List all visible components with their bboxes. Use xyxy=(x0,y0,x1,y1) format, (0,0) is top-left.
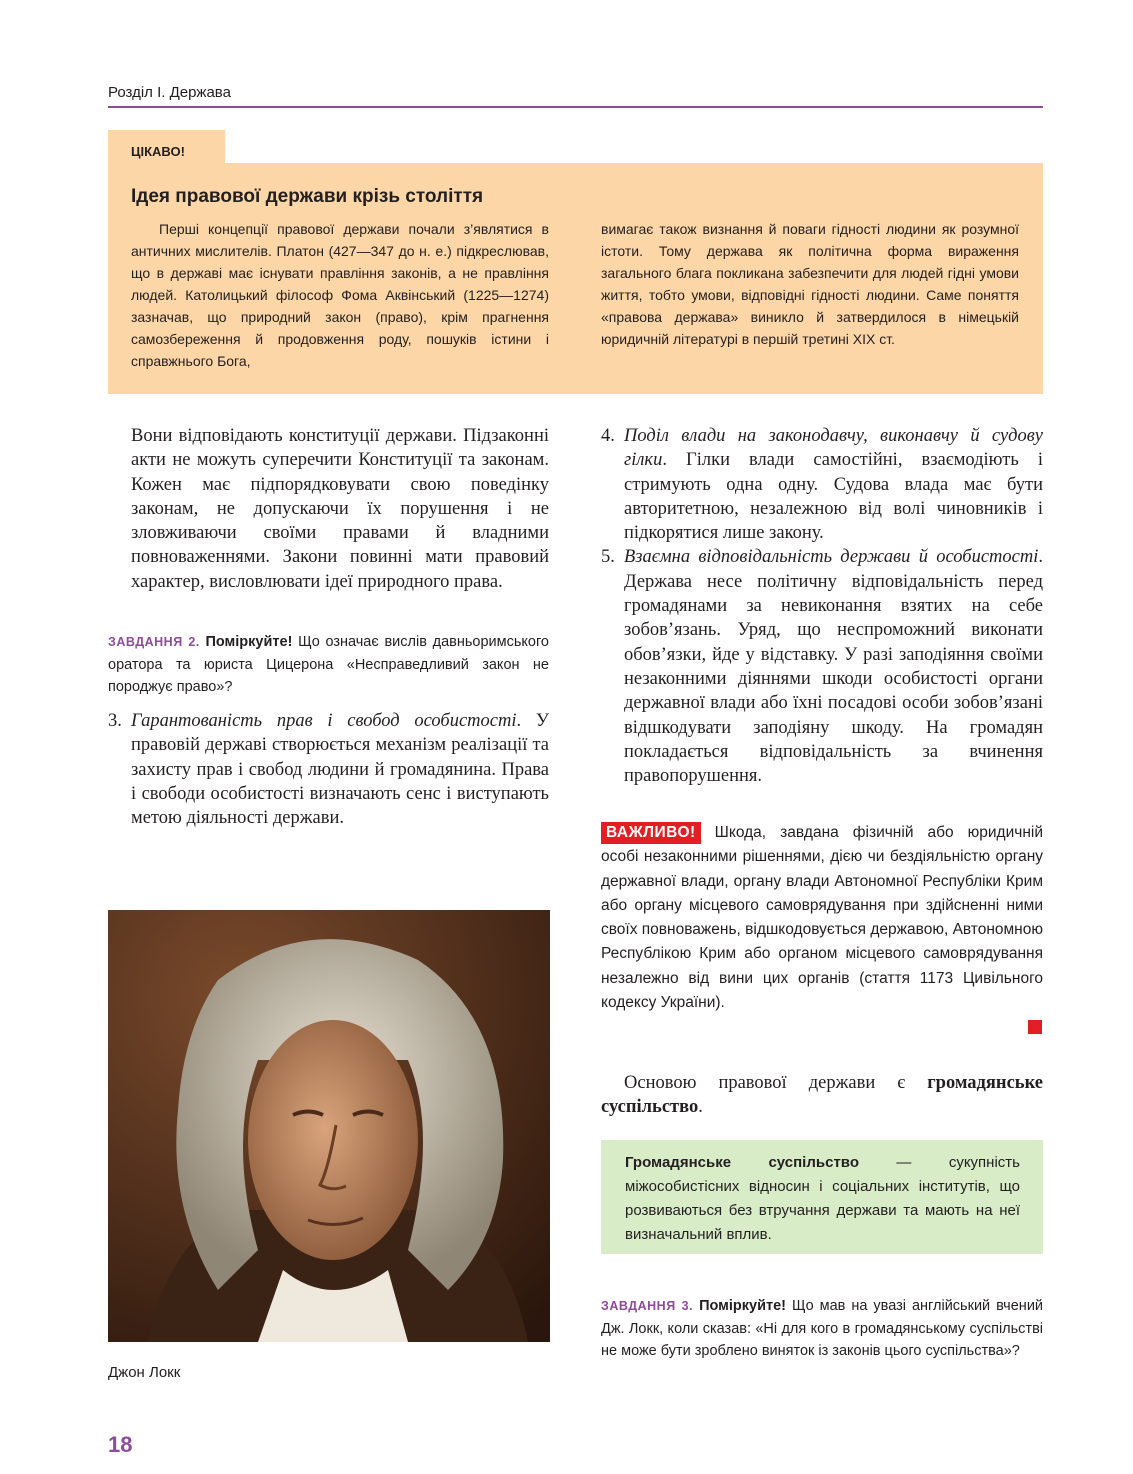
task-3-text: Що мав на увазі англійський вчений Дж. Локк, коли сказав: «Ні для кого в громадянському суспільстві не може бути зроблено виняток із законів цього суспільства»? xyxy=(601,1298,1044,1359)
list-item-5 xyxy=(601,545,1043,788)
interesting-label: ЦІКАВО! xyxy=(131,144,185,159)
list-item-3 xyxy=(108,709,549,830)
john-locke-portrait xyxy=(108,910,550,1342)
important-badge: ВАЖЛИВО! xyxy=(601,822,701,844)
civil-intro-end: . xyxy=(698,1097,703,1118)
interesting-title: Ідея правової держави крізь століття xyxy=(131,186,484,207)
interesting-text-col1: Перші концепції правової держави почали з’являтися в античних мислителів. Платон (427—347 до н. е.) підкреслював, що в державі має існувати правління законів, а не правління людей. Католицький філософ Фома Аквінський (1225—1274) зазначав, що природний закон (право), крім прагнення самозбереження й продовження роду, пошуків істини і справжнього Бога, xyxy=(131,221,549,369)
civil-society-intro xyxy=(601,1071,1043,1120)
list-item-5-text: . Держава несе політичну відповідальність перед громадянами за невиконання взятих на себе зобов’язань. Уряд, що неспроможний виконати обов’язки, йде у відставку. У разі заподіяння своїми незаконними діяннями шкоди особистості органи державної влади або їхні посадові особи зобов’язані відшкодувати заподіяну шкоду. На громадян покладається відповідальність за вчинення правопорушення. xyxy=(624,547,1043,787)
important-text: Шкода, завдана фізичній або юридичній особі незаконними рішеннями, дією чи бездіяльністю органу державної влади, органу влади Автономної Республіки Крим або органу місцевого самоврядування при здійсненні ними своїх повноважень, відшкодовується державою, Автономною Республікою Крим або органом місцевого самоврядування незалежно від вини цих органів (стаття 1173 Цивільного кодексу України). xyxy=(601,824,1043,1012)
list-item-3-text: . У правовій державі створюється механізм реалізації та захисту прав і свобод людини й громадянина. Права і свободи особистості визначають сенс і виступають метою діяльності держави. xyxy=(131,711,549,829)
task-2-label: ЗАВДАННЯ 2. xyxy=(108,635,200,649)
list-items-4-5 xyxy=(601,424,1043,788)
task-3-emphasis: Поміркуйте! xyxy=(699,1298,786,1314)
list-item-4 xyxy=(601,424,1043,545)
civil-intro-bold: громадянське суспільство xyxy=(601,1073,1043,1118)
section-header: Розділ І. Держава xyxy=(108,84,231,101)
left-continuation-paragraph: Вони відповідають конституції держави. Підзаконні акти не можуть суперечити Конституції та законам. Кожен має підпорядковувати свою поведінку законам, не допускаючи їх порушення і не зловживаючи своїми правами й владними повноваженнями. Закони повинні мати правовий характер, висловлювати ідеї природного права. xyxy=(131,426,549,592)
civil-intro-text: Основою правової держави є xyxy=(624,1073,928,1093)
task-2-emphasis: Поміркуйте! xyxy=(205,634,293,650)
list-item-3-title: Гарантованість прав і свобод особистості xyxy=(131,711,517,731)
portrait-caption: Джон Локк xyxy=(108,1364,181,1381)
header-divider xyxy=(108,106,1043,108)
task-3-label: ЗАВДАННЯ 3. xyxy=(601,1299,694,1313)
list-item-5-title: Взаємна відповідальність держави й особистості xyxy=(624,547,1039,568)
list-item-4-title: Поділ влади на законодавчу, виконавчу й судову гілки xyxy=(624,426,1043,471)
definition-term: Громадянське суспільство xyxy=(625,1154,859,1171)
list-item-3-number: 3. xyxy=(108,711,122,731)
definition-body: — сукупність міжособистісних відносин і соціальних інститутів, що розвиваються без втручання держави та мають на неї визначальний вплив. xyxy=(625,1154,1020,1243)
important-note xyxy=(601,821,1043,1015)
list-item-5-number: 5. xyxy=(601,547,615,568)
page-number: 18 xyxy=(108,1432,133,1457)
definition-text xyxy=(625,1151,1020,1247)
task-2 xyxy=(108,631,549,699)
task-2-text: Що означає вислів давньоримського оратора та юриста Цицерона «Несправедливий закон не породжує право»? xyxy=(108,634,549,695)
list-item-4-text: . Гілки влади самостійні, взаємодіють і стримують одна одну. Судова влада має бути авторитетною, незалежною від волі чиновників і підкорятися лише закону. xyxy=(624,450,1043,544)
end-marker xyxy=(1028,1020,1042,1034)
list-item-4-number: 4. xyxy=(601,426,615,446)
interesting-text-col2: вимагає також визнання й поваги гідності людини як розумної істоти. Тому держава як політична форма вираження загального блага покликана забезпечити для людей гідні умови життя, тобто умови, відповідні гідності людини. Саме поняття «правова держава» виникло й затвердилося в німецькій юридичній літературі в першій третині XIX ст. xyxy=(601,221,1019,347)
task-3 xyxy=(601,1295,1043,1363)
